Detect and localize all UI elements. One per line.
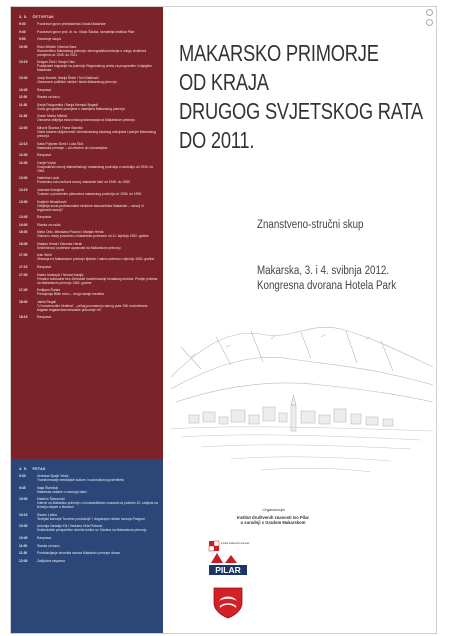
schedule-row bbox=[11, 474, 163, 482]
schedule-time: 17:00 bbox=[19, 253, 28, 258]
schedule-description: Rasprava bbox=[37, 315, 52, 320]
schedule-description: Mirko Orlić, Miroslava Pozurić i Marijan Herak Odnosi u mavy povrema u makarskim potresom od 11. siječnja 1962. godine bbox=[37, 230, 149, 239]
schedule-time: 12:00 bbox=[19, 125, 28, 130]
schedule-description: Sanja Podgornika i Sanja Klempić Bogadi Socio-geografske promjene u naselјima Makarskog primorja bbox=[37, 102, 125, 111]
poster bbox=[10, 6, 437, 634]
schedule-row bbox=[11, 200, 163, 212]
organizer-line: u suradnji s Gradom Makarskom bbox=[240, 520, 306, 525]
schedule-description: Antonija Zaradija Kiš i Vedrana Vela Pulharić Kulturološke perspektive otvorile bolitre sv. Martina na Makarskom primorju bbox=[37, 524, 147, 533]
day2-weekday: PETAK bbox=[32, 467, 46, 471]
schedule-description: Roko Mišetić i Marina Bara Stanovništvo Makarskog primorja: demografska kretanja u vrlogu društveni promjena od 1945. do 2011. bbox=[37, 44, 147, 57]
schedule-description: Rasprava bbox=[37, 153, 52, 158]
schedule-row bbox=[11, 45, 163, 57]
schedule-row bbox=[11, 103, 163, 111]
circle-icon bbox=[426, 19, 433, 26]
title-line: OD KRAJA bbox=[179, 69, 269, 95]
schedule-row bbox=[11, 273, 163, 285]
schedule-description: Stanka za ručak bbox=[37, 222, 61, 227]
schedule-time: 14:00 bbox=[19, 222, 28, 227]
schedule-row bbox=[11, 497, 163, 509]
organizer-name bbox=[198, 515, 348, 525]
day2-heading bbox=[11, 459, 163, 474]
logo-institute-text: Institut društvenih znanosti bbox=[221, 542, 250, 545]
schedule-description: Jakša Regali "U konversodim hiralima" – prilog proznamnju ratnog puta 156. motorizirane brigade brigade/domobranske pukovnije HV bbox=[37, 299, 148, 312]
schedule-time: 10:15 bbox=[19, 60, 28, 65]
schedule-time: 10:30 bbox=[19, 524, 28, 529]
schedule-row bbox=[11, 76, 163, 84]
schedule-description: Pozdravni govor predstavnika Grada Makarske bbox=[37, 22, 106, 26]
pilar-text: PILAR bbox=[215, 565, 241, 575]
schedule-time: 10:15 bbox=[19, 512, 28, 517]
institute-pilar-logo bbox=[207, 539, 251, 579]
schedule-time: 10:00 bbox=[19, 497, 28, 502]
day2-program-panel bbox=[11, 459, 163, 634]
schedule-row bbox=[11, 288, 163, 296]
town-sketch-illustration bbox=[171, 307, 433, 483]
schedule-description: Otvaranje skupa bbox=[37, 37, 62, 42]
schedule-time: 10:45 bbox=[19, 535, 28, 540]
schedule-description: Pozdravni govor prof. dr. sc. Vlado Šakića, ravnatelja Instituta Pilar bbox=[37, 29, 135, 34]
schedule-description: Rasprava bbox=[37, 87, 52, 92]
day1-program-panel bbox=[11, 7, 163, 459]
schedule-description: Valentina Lazić Poratnoko-ruko-kulturni razvoj makarske luke od 1945. do 1980. bbox=[37, 176, 131, 185]
schedule-description: Stanka za kavu bbox=[37, 543, 60, 548]
schedule-description: Marinko Šimunović Interne za Makarsko primorje u humanističkom znanosti od početne 20. stoljeća na temelju objave u literaturi bbox=[37, 497, 158, 510]
schedule-row bbox=[11, 524, 163, 532]
schedule-description: Ozrijel Vojnić Gospodarski razvoj dalmatinskog i makarskog područja u razdoblju od 1945. do 1962. bbox=[37, 160, 154, 173]
corner-marks bbox=[426, 9, 433, 26]
organizer-line: Institut društvenih znanosti Ivo Pilar bbox=[236, 515, 310, 520]
schedule-time: 17:45 bbox=[19, 288, 28, 293]
schedule-row bbox=[11, 230, 163, 238]
schedule-description: Rasprava bbox=[37, 265, 52, 270]
schedule-description: Zaključna rasprava bbox=[37, 558, 65, 563]
schedule-time: 13:15 bbox=[19, 187, 28, 192]
schedule-description: Josip Buvalić, Marija Šešić i Toni Bašković Obrazovne političke uloške i škola Makarskog primorja bbox=[37, 75, 117, 84]
schedule-row bbox=[11, 153, 163, 157]
schedule-row bbox=[11, 544, 163, 548]
schedule-row bbox=[11, 215, 163, 219]
schedule-description: Predstavljanje zbornika radova Makarsko primorje danas bbox=[37, 551, 121, 556]
poster-title bbox=[179, 39, 429, 155]
schedule-description: Marko Mustapić i Nenad Karajić Privatne kulturalne bez-Zimbanki modernizacije hrvatskog društva: Primjer potresa na Makarskom primorju 1962. godine bbox=[37, 272, 158, 285]
schedule-row bbox=[11, 300, 163, 312]
venue: Kongresna dvorana Hotela Park bbox=[257, 280, 397, 292]
schedule-row bbox=[11, 486, 163, 494]
title-line: DO 2011. bbox=[179, 127, 255, 153]
schedule-time: 10:45 bbox=[19, 87, 28, 92]
schedule-time: 11:45 bbox=[19, 114, 28, 119]
schedule-time: 10:00 bbox=[19, 44, 28, 49]
title-line: MAKARSKO PRIMORJE bbox=[179, 40, 379, 66]
day1-weekday: ČETVRTAK bbox=[32, 15, 55, 19]
schedule-time: 9:30 bbox=[19, 474, 26, 478]
day1-schedule-list bbox=[11, 22, 163, 319]
schedule-row bbox=[11, 536, 163, 540]
schedule-row bbox=[11, 242, 163, 250]
schedule-description: Josenka Kravljević Turizam u prostornim planovima makarskog područja od 1945. do 1990. bbox=[37, 187, 143, 196]
schedule-row bbox=[11, 223, 163, 227]
circle-icon bbox=[426, 9, 433, 16]
schedule-row bbox=[11, 114, 163, 122]
schedule-row bbox=[11, 188, 163, 196]
schedule-description: Ivan Weld Zbivanja na Makarskom primorju tijekom i nakon potresa u siječnju 1962. godine bbox=[37, 253, 155, 262]
schedule-description: Goran Marko Milešić Osnovna obilježja ekonomskog stanovanja na Makarskom primorju bbox=[37, 114, 135, 123]
schedule-time: 9:30 bbox=[19, 22, 26, 26]
schedule-row bbox=[11, 265, 163, 269]
schedule-description: Stanka za kavu bbox=[37, 95, 60, 100]
schedule-time: 12:45 bbox=[19, 160, 28, 165]
schedule-time: 12:15 bbox=[19, 141, 28, 146]
schedule-time: 11:30 bbox=[19, 551, 28, 556]
schedule-time: 17:15 bbox=[19, 265, 28, 270]
location-date: Makarska, 3. i 4. svibnja 2012. bbox=[257, 265, 390, 277]
schedule-description: Slaven Letica Teorijski koncept "kontrne produkcije" i dugotrajno rizičan razvoja Podgore bbox=[37, 512, 146, 521]
schedule-row bbox=[11, 176, 163, 184]
schedule-description: Marijan Herak i Davorka Herak Seizmičnost i potresne opasnosti na Makarskom primorju bbox=[37, 241, 121, 250]
schedule-row bbox=[11, 161, 163, 173]
schedule-time: 12:30 bbox=[19, 153, 28, 158]
schedule-row bbox=[11, 513, 163, 521]
schedule-row bbox=[11, 37, 163, 41]
schedule-row bbox=[11, 559, 163, 563]
schedule-time: 11:00 bbox=[19, 95, 28, 100]
schedule-time: 16:30 bbox=[19, 230, 28, 235]
makarska-coat-of-arms-icon bbox=[211, 585, 245, 621]
title-line: DRUGOG SVJETSKOG RATA bbox=[179, 98, 423, 124]
schedule-description: Vedrana Spajić Vrkaš Transformacije medicijske kulture i sociokulturnog identiteta bbox=[37, 474, 124, 482]
schedule-time: 13:45 bbox=[19, 215, 28, 220]
schedule-time: 9:50 bbox=[19, 37, 26, 42]
schedule-description: Rasprava bbox=[37, 215, 52, 220]
schedule-row bbox=[11, 30, 163, 34]
organizer-label: Organizacija bbox=[262, 507, 285, 512]
schedule-description: Maja Štambuk Makarska obilaže u nasvojoj sliaci bbox=[37, 485, 87, 494]
schedule-row bbox=[11, 142, 163, 150]
day2-schedule-list bbox=[11, 474, 163, 563]
schedule-time: 12:00 bbox=[19, 558, 28, 563]
schedule-time: 16:45 bbox=[19, 241, 28, 246]
schedule-description: Saša Poljanec Borić i Luka Škić Makarska primorje – od crkvene do rokoarejstva bbox=[37, 141, 108, 150]
day1-heading bbox=[11, 7, 163, 22]
day2-date: 4. 5. bbox=[19, 467, 28, 471]
schedule-time: 18:15 bbox=[19, 315, 28, 320]
event-info bbox=[257, 264, 396, 294]
schedule-time: 17:30 bbox=[19, 272, 28, 277]
schedule-time: 9:45 bbox=[19, 485, 26, 490]
schedule-time: 13:00 bbox=[19, 176, 28, 181]
schedule-description: Emiljano Šunda Presvjecija Bliže moru – drugo stanje medeka bbox=[37, 288, 104, 297]
schedule-row bbox=[11, 551, 163, 555]
schedule-row bbox=[11, 315, 163, 319]
schedule-time: 18:00 bbox=[19, 299, 28, 304]
schedule-description: Rasprava bbox=[37, 535, 52, 540]
schedule-time: 11:00 bbox=[19, 543, 28, 548]
subtitle: Znanstveno-stručni skup bbox=[257, 219, 364, 231]
schedule-row bbox=[11, 253, 163, 261]
schedule-row bbox=[11, 95, 163, 99]
schedule-description: Mihovil Škarica i Frane Staničić Oblici lokalne uključenosti i demokratskog lokalnog ustrojstva i primjer Makarskog primorja bbox=[37, 125, 156, 138]
schedule-row bbox=[11, 60, 163, 72]
schedule-time: 9:40 bbox=[19, 29, 26, 34]
schedule-row bbox=[11, 126, 163, 138]
schedule-description: Dragan Živić i Sanja Crkić Poslijeratni migracije na području Regionalnog ureda za prognanike i izbjeglice Makarska bbox=[37, 60, 152, 73]
schedule-time: 10:30 bbox=[19, 75, 28, 80]
day1-date: 3. 5. bbox=[19, 15, 28, 19]
schedule-row bbox=[11, 88, 163, 92]
schedule-description: Kraljimir Benačković Obilježja socio-profesionalne strukture stanovništva Makarske – razvoj i li regionalni razvoj? bbox=[37, 199, 144, 212]
schedule-row bbox=[11, 22, 163, 26]
schedule-time: 13:30 bbox=[19, 199, 28, 204]
schedule-time: 11:30 bbox=[19, 102, 28, 107]
